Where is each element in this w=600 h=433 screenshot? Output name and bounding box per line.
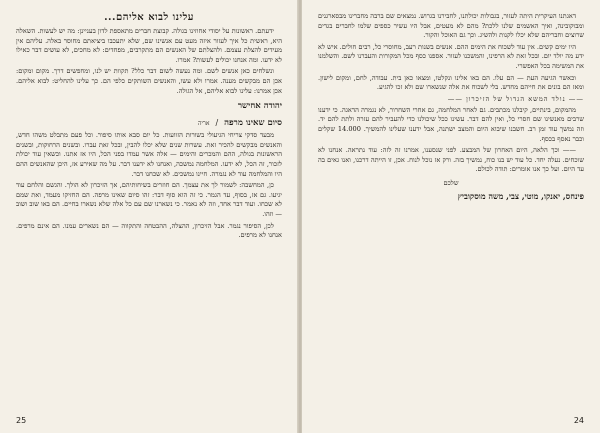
page-number-right: 24 [573, 416, 584, 425]
left-page [0, 0, 298, 433]
signatories: פינחס, יאנקו, מוטי, צבי, משה מוסקוביץ [457, 190, 584, 201]
left-page-title: עלינו לבוא אליהם... [104, 12, 194, 23]
section-paragraph-3: לכן, הסיפור נגמר. אבל הזיכרון, ההצלה, ההבטחה והתקווה — הם נשארים עמנו. הם אינם מרפים. אנחנו לא מרפים. [16, 221, 282, 240]
signoff: שלכם [443, 178, 459, 187]
right-page [302, 0, 600, 433]
section-paragraph-1: מבעד סדקי צריחי הגיעולי בשורות הזוועות. כל יום סבא אותו סיפור. וכל פעם מתבלט משהו חדש, והאנשים מבקשים להכיר זאת. עשרות שנים שלא יכלו להבין, ובכל זאת עברו. ובשנים הרחוקות, ובשנים הראשונות בגולה, ההם והמכרים והימים — אלה אשר עמדו בפני הכל, היו אז אתנו. וכשאין עוד יכולת לזכור, זה הכל, לא ידעו. המלחמה נמשכה, ואנחנו לא ידענו דבר. על מה שאירע אז, היכן שהאנשים ההם היו והמלחמה עוד לא נגמרה. חיינו נמשכים. לא שכחנו דבר. [16, 131, 282, 178]
right-paragraph-1: דאגתנו העיקרית היתה לעזור, בגבולות יכולתנו, לחבירנו בגרוש. נמצאים שם ברבה מחברינו מבסארגנים ומבוקובינה, ואיך האשמים שלנו ללכת? מהם לא מעטים, אבל היו עשיר כספים שלמו לחברים בגדים שרוצים וחבריהם שלא יכלו לקנות ולהשיג. וכך גם האוכל והקור. [318, 12, 584, 40]
section-heading [16, 117, 282, 128]
section-title: סיום שאינו מרפה [224, 118, 282, 129]
page-number-left: 25 [16, 416, 27, 425]
author-name: יהודה אחישר [237, 101, 282, 112]
right-paragraph-3: וכאשר הגיעה העת — הם עלו. הם באו אלינו ונקלטו, ומצאו כאן בית. עבודה, לחם, ומקום לישון. ומאז הם בונים את חייהם מחדש. בלי לשכוח את אלה שנשארו שם ולא זכו להגיע. [318, 73, 584, 92]
section-paragraph-2: כן, המחשבה: לשמור לך את עצמך. הם חוזרים בשיחותיהם, אך הזיכרון לא הולך. והגשם והלחם עוד יגיעו. גם אז, בסוף, עד הגמר. כי זה הוא סוף דבר: זהו סיום שאינו מרפה. הם החזיקו מעמד, ואת שמם לא שכחו. ועוד דבר אחד, וזה לא נאמר. כי נשארנו שם עם כל אלה שלא נשארו בחיים. הם באו שוב ושוב — וזהו. [16, 181, 282, 218]
right-paragraph-2: היו ימים קשים. אין עוד לשכוח את הימים ההם. אנשים בשנות רעב, מחוסרי כל, רבים חולים. איש לא ידע מה יולד יום. ובכל זאת לא הרפינו, והמשכנו לעזור. אספנו כסף מכל המקורות והעברנו לשם. והשלמנו את המשימה בכל האפשרי. [318, 42, 584, 70]
left-paragraph-1: ידעתם. ראשונות על יסודי אחוזינו בגולה. קבוצת חברים מתאספת לדון בעניינן: מה יש לעשות. השאלה היא, ראשית כל איך לעזור איזה מעט עם אנשינו שם, שלא יתעכבו ביציאתם מחוסר באלה. עליהם אין מעידים להצלת עצמם. ולהצלתם של האנשים הם מתקרבים, מפחדים: לא מחכים, לא עושים דבר כאילו לא ידעו. ומה אנחנו יכולים לעשות? אמרו. [16, 27, 282, 64]
left-paragraph-2: ונשלחים כאן אנשים לשם. ומה נעשה לשום דבר כלל? תקוות יש לנו, ומחפשים דרך. מקום ומקום: אכן הם מבקשים מענה. אמרו ולא עשו, והאנשים השותקים כלפי הם. כך עלינו להחליט: לבוא אליהם. אכן אמרנו: עלינו לבוא אליהם, אל הגולה. [16, 67, 282, 95]
right-paragraph-4: מהמקום, בינתיים, קיבלנו מכתבים. גם לאחר המלחמה, גם אחרי השחרור, לא נגמרה הדאגה. כי ידענו שרבים מאנשינו שם חסרי כל, ואין להם דבר. עשינו ככל שיכולנו כדי להעביר להם עזרה ולתת להם יד. וזה נמשך עוד זמן רב. חשבנו שיבוא היום והמצב ישתנה, אבל ידענו שעלינו להמשיך. 14.000 שקלים וכבר נאסף בכסף. [318, 105, 584, 143]
right-paragraph-5: —— וכך הלאה, היום האחרון של המבצע. לפני שנסענו, אמרנו זה לזה: עוד נתראה. אנחנו לא שוכחים. נעלה יחד. כל עוד יש בנו כוח, נמשיך בזה. ורק אז נוכל לנוח. אכן, זו הייתה דרכנו, ואנו גאים בה עד היום. ועל כך אנו אומרים: תודה לכולם. [318, 146, 584, 174]
section-author: אריה [197, 120, 210, 128]
section-separator: / [215, 118, 219, 128]
right-divider-text: —— נולד המשא הגדול של הזיכרון —— [447, 94, 584, 103]
